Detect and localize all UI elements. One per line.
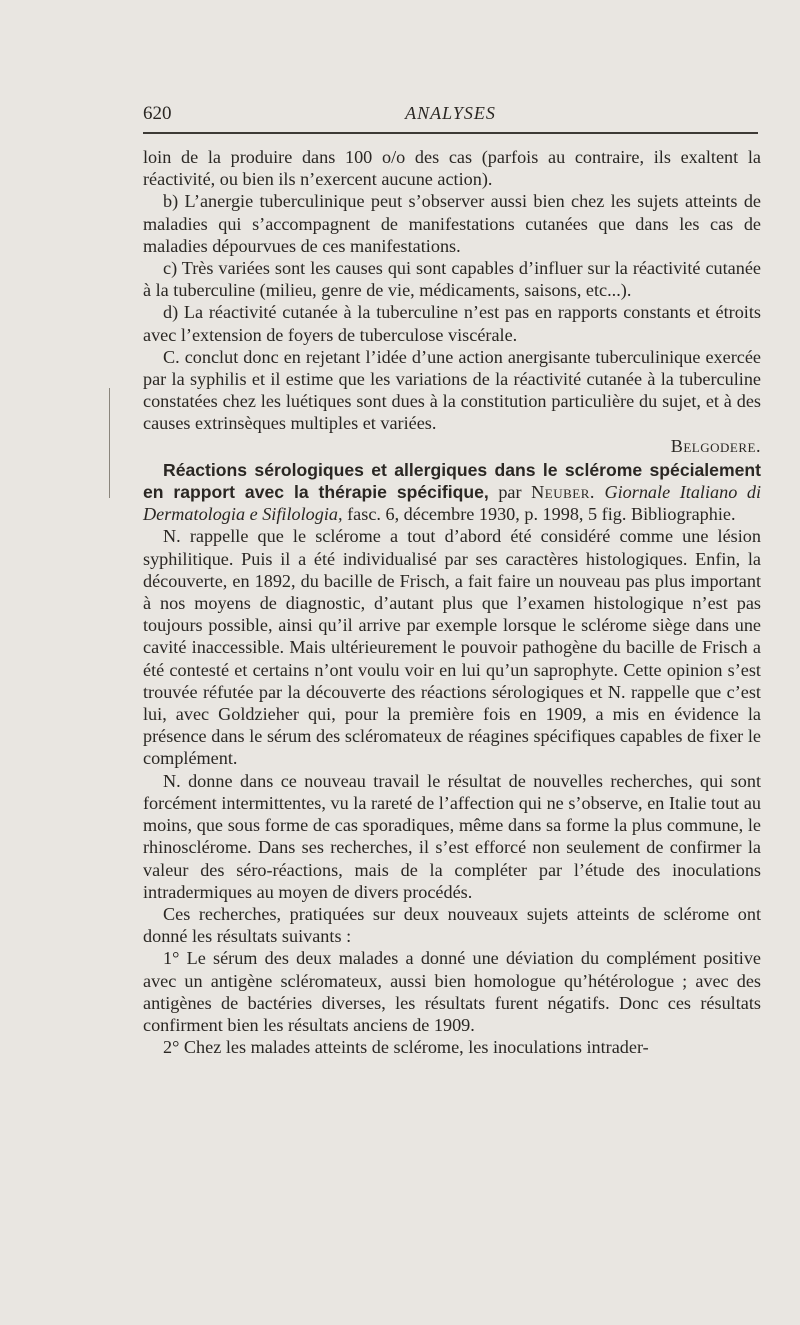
paragraph: b) L’anergie tuberculinique peut s’observer aussi bien chez les sujets atteints de maladies qui s’accompagnent de manifestations cutanées que dans les cas de maladies dépourvues de ces manifestations. bbox=[143, 191, 761, 256]
paragraph: c) Très variées sont les causes qui sont capables d’influer sur la réactivité cutanée à la tuberculine (milieu, genre de vie, médicaments, saisons, etc...). bbox=[143, 258, 761, 301]
paragraph: C. conclut donc en rejetant l’idée d’une action anergisante tuberculinique exercée par la syphilis et il estime que les variations de la réactivité cutanée à la tuberculine constatées chez les luétiques sont dues à la constitution particulière du sujet, et à des causes extrinsèques multiples et variées. bbox=[143, 346, 761, 434]
by-word: par bbox=[498, 482, 522, 503]
paragraph: 2° Chez les malades atteints de sclérome, les inoculations intrader- bbox=[163, 1037, 649, 1058]
signature-line bbox=[143, 435, 761, 457]
paragraph: 1° Le sérum des deux malades a donné une déviation du complément positive avec un antigène scléromateux, aussi bien homologue qu’hétérologue ; avec des antigènes de bactéries diverses, les résultats furent négatifs. Donc ces résultats confirment bien les résultats anciens de 1909. bbox=[143, 948, 761, 1035]
body-text bbox=[143, 146, 761, 1058]
header-rule bbox=[143, 132, 758, 134]
journal: Giornale Italiano di Dermatologia e Sifilologia, bbox=[143, 482, 762, 525]
paragraph: Ces recherches, pratiquées sur deux nouveaux sujets atteints de sclérome ont donné les résultats suivants : bbox=[143, 903, 761, 947]
article-title: Réactions sérologiques et allergiques dans le sclérome spécialement en rapport avec la thérapie spécifique, bbox=[143, 459, 761, 503]
paragraph: d) La réactivité cutanée à la tuberculine n’est pas en rapports constants et étroits avec l’extension de foyers de tuberculose viscérale. bbox=[143, 302, 761, 345]
article-heading bbox=[143, 459, 761, 526]
paragraph: loin de la produire dans 100 o/o des cas (parfois au contraire, ils exaltent la réactivité, ou bien ils n’exercent aucune action). bbox=[143, 147, 761, 190]
page-number: 620 bbox=[143, 103, 172, 124]
margin-mark bbox=[109, 388, 110, 498]
citation-details: fasc. 6, décembre 1930, p. 1998, 5 fig. Bibliographie. bbox=[347, 504, 736, 525]
signature: Belgodere. bbox=[670, 435, 761, 456]
paragraph: N. rappelle que le sclérome a tout d’abord été considéré comme une lésion syphilitique. Puis il a été individualisé par ses caractères histologiques. Enfin, la découverte, en 1892, du bacille de Frisch, a fait faire un nouveau pas plus important à nos moyens de diagnostic, d’autant plus que l’examen histologique n’est pas toujours possible, ainsi qu’il arrive par exemple lorsque le sclérome siège dans une cavité inaccessible. Mais ultérieurement le pouvoir pathogène du bacille de Frisch a été contesté et certains n’ont voulu voir en lui qu’un saprophyte. Cette opinion s’est trouvée réfutée par la découverte des réactions sérologiques et N. rappelle que c’est lui, avec Goldzieher qui, pour la première fois en 1909, a mis en évidence la présence dans le sérum des scléromateux de réagines spécifiques capables de fixer le complément. bbox=[143, 526, 761, 769]
author: Neuber. bbox=[531, 482, 595, 503]
page-header bbox=[143, 103, 758, 131]
running-head: ANALYSES bbox=[405, 103, 496, 123]
paragraph: N. donne dans ce nouveau travail le résultat de nouvelles recherches, qui sont forcément intermittentes, vu la rareté de l’affection qui ne s’observe, en Italie tout au moins, que sous forme de cas sporadiques, même dans sa forme la plus commune, le rhinosclérome. Dans ses recherches, il s’est efforcé non seulement de confirmer la valeur des séro-réactions, mais de la compléter par l’étude des inoculations intradermiques au moyen de divers procédés. bbox=[143, 770, 761, 902]
